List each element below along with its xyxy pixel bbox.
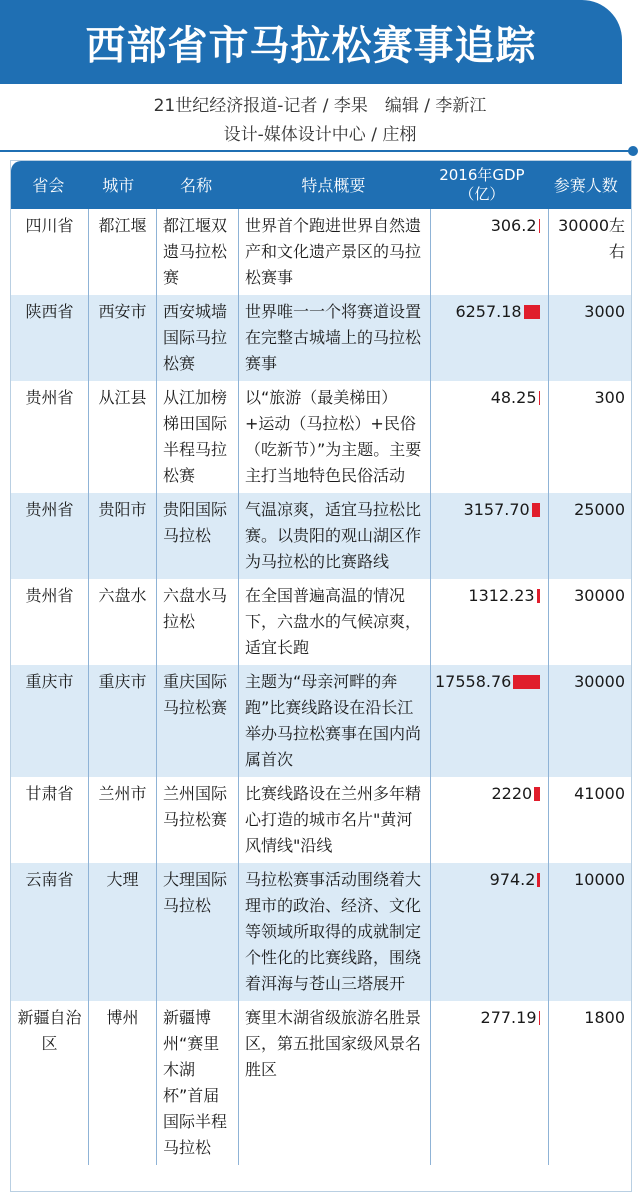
cell-province: 新疆自治区 — [11, 1001, 89, 1165]
gdp-bar — [537, 589, 540, 603]
cell-name: 兰州国际马拉松赛 — [157, 777, 239, 863]
table-row — [11, 493, 631, 579]
cell-summary: 以“旅游（最美梯田）+运动（马拉松）+民俗（吃新节）”为主题。主要主打当地特色民俗活动 — [239, 381, 431, 493]
cell-province: 云南省 — [11, 863, 89, 1001]
cell-gdp — [431, 579, 549, 665]
cell-participants: 41000 — [574, 784, 625, 803]
cell-summary: 比赛线路设在兰州多年精心打造的城市名片"黄河风情线"沿线 — [239, 777, 431, 863]
gdp-value: 17558.76 — [435, 672, 512, 691]
table-header — [11, 161, 631, 209]
cell-summary: 在全国普遍高温的情况下，六盘水的气候凉爽，适宜长跑 — [239, 579, 431, 665]
cell-summary: 赛里木湖省级旅游名胜景区，第五批国家级风景名胜区 — [239, 1001, 431, 1165]
table-row — [11, 1001, 631, 1165]
cell-summary: 世界唯一一个将赛道设置在完整古城墙上的马拉松赛事 — [239, 295, 431, 381]
header-name: 名称 — [180, 175, 213, 195]
cell-province: 陕西省 — [11, 295, 89, 381]
cell-gdp — [431, 665, 549, 777]
credit-line-1: 21世纪经济报道-记者 / 李果 编辑 / 李新江 — [153, 96, 487, 116]
cell-province: 重庆市 — [11, 665, 89, 777]
cell-gdp — [431, 493, 549, 579]
table-body — [11, 209, 631, 1165]
cell-participants: 30000 — [574, 586, 625, 605]
cell-city: 都江堰 — [89, 209, 157, 295]
cell-name: 重庆国际马拉松赛 — [157, 665, 239, 777]
cell-summary: 世界首个跑进世界自然遗产和文化遗产景区的马拉松赛事 — [239, 209, 431, 295]
cell-gdp — [431, 295, 549, 381]
cell-city: 重庆市 — [89, 665, 157, 777]
gdp-value: 277.19 — [480, 1008, 537, 1027]
cell-summary: 马拉松赛事活动围绕着大理市的政治、经济、文化等领域所取得的成就制定个性化的比赛线路，围绕着洱海与苍山三塔展开 — [239, 863, 431, 1001]
gdp-value: 48.25 — [490, 388, 537, 407]
cell-participants: 25000 — [574, 500, 625, 519]
cell-name: 贵阳国际马拉松 — [157, 493, 239, 579]
title-banner — [0, 0, 622, 84]
cell-city: 博州 — [89, 1001, 157, 1165]
gdp-value: 1312.23 — [468, 586, 535, 605]
cell-gdp — [431, 863, 549, 1001]
cell-name: 西安城墙国际马拉松赛 — [157, 295, 239, 381]
cell-city: 大理 — [89, 863, 157, 1001]
cell-summary: 气温凉爽，适宜马拉松比赛。以贵阳的观山湖区作为马拉松的比赛路线 — [239, 493, 431, 579]
gdp-value: 2220 — [491, 784, 533, 803]
table-row — [11, 295, 631, 381]
header-city: 城市 — [102, 175, 135, 195]
cell-participants: 300 — [594, 388, 625, 407]
cell-city: 从江县 — [89, 381, 157, 493]
cell-city: 贵阳市 — [89, 493, 157, 579]
table-row — [11, 777, 631, 863]
gdp-bar — [539, 1011, 541, 1025]
divider-line — [0, 150, 636, 152]
cell-city: 西安市 — [89, 295, 157, 381]
cell-participants: 30000 — [574, 672, 625, 691]
credits — [0, 92, 640, 150]
table-row — [11, 863, 631, 1001]
gdp-bar — [534, 787, 540, 801]
cell-province: 贵州省 — [11, 381, 89, 493]
cell-participants: 30000左右 — [558, 216, 625, 261]
cell-name: 六盘水马拉松 — [157, 579, 239, 665]
marathon-table — [10, 160, 632, 1192]
cell-province: 四川省 — [11, 209, 89, 295]
gdp-bar — [539, 391, 541, 405]
cell-participants: 3000 — [584, 302, 625, 321]
cell-gdp — [431, 1001, 549, 1165]
cell-city: 兰州市 — [89, 777, 157, 863]
cell-gdp — [431, 381, 549, 493]
table-row — [11, 665, 631, 777]
gdp-value: 306.2 — [490, 216, 537, 235]
cell-name: 从江加榜梯田国际半程马拉松赛 — [157, 381, 239, 493]
header-summary: 特点概要 — [301, 175, 366, 195]
table-row — [11, 579, 631, 665]
gdp-bar — [537, 873, 540, 887]
cell-name: 新疆博州“赛里木湖杯”首届国际半程马拉松 — [157, 1001, 239, 1165]
header-participants: 参赛人数 — [553, 175, 618, 195]
cell-gdp — [431, 209, 549, 295]
gdp-value: 6257.18 — [455, 302, 522, 321]
cell-province: 甘肃省 — [11, 777, 89, 863]
gdp-bar — [524, 305, 540, 319]
cell-name: 都江堰双遗马拉松赛 — [157, 209, 239, 295]
cell-gdp — [431, 777, 549, 863]
cell-participants: 1800 — [584, 1008, 625, 1027]
cell-participants: 10000 — [574, 870, 625, 889]
gdp-bar — [532, 503, 540, 517]
cell-city: 六盘水 — [89, 579, 157, 665]
gdp-bar — [513, 675, 540, 689]
gdp-bar — [539, 219, 541, 233]
page-title: 西部省市马拉松赛事追踪 — [85, 22, 537, 69]
cell-summary: 主题为“母亲河畔的奔跑”比赛线路设在沿长江举办马拉松赛事在国内尚属首次 — [239, 665, 431, 777]
cell-province: 贵州省 — [11, 579, 89, 665]
table-row — [11, 381, 631, 493]
header-province: 省会 — [32, 175, 65, 195]
gdp-value: 974.2 — [489, 870, 536, 889]
header-gdp: 2016年GDP（亿） — [439, 166, 525, 203]
table-row — [11, 209, 631, 295]
gdp-value: 3157.70 — [463, 500, 530, 519]
cell-name: 大理国际马拉松 — [157, 863, 239, 1001]
cell-province: 贵州省 — [11, 493, 89, 579]
divider-dot — [628, 146, 638, 156]
credit-line-2: 设计-媒体设计中心 / 庄栩 — [223, 125, 417, 145]
